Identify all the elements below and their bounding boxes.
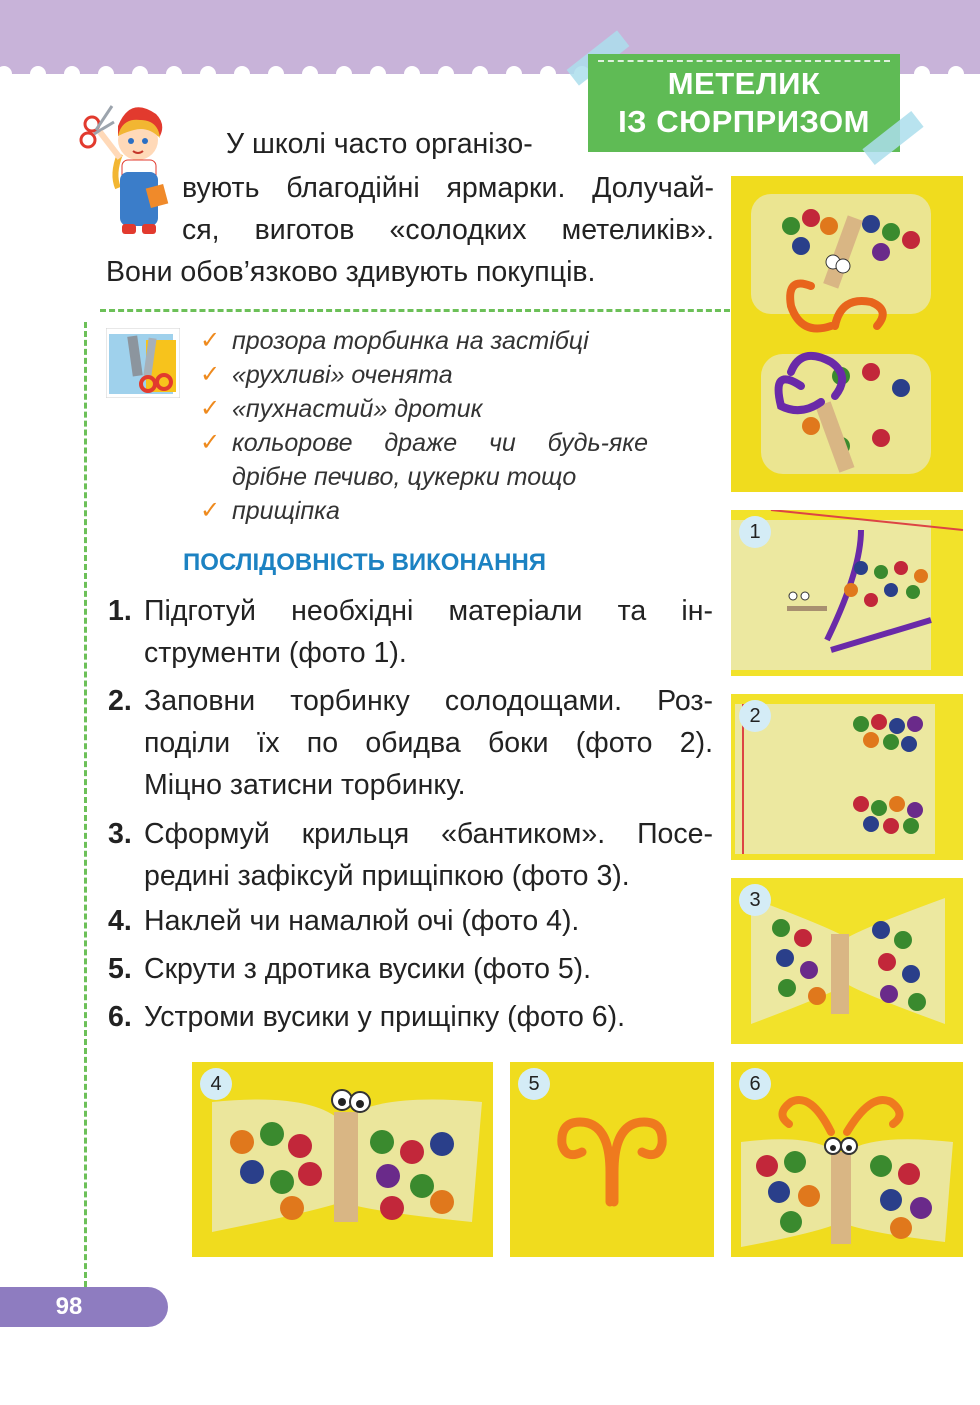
list-item-continuation: дрібне печиво, цукерки тощо — [232, 463, 577, 491]
step-photo-3 — [731, 878, 963, 1044]
list-item: ✓ кольорове драже чи будь-яке — [200, 426, 660, 460]
page-title — [588, 54, 900, 152]
photo-number-badge: 3 — [739, 884, 771, 916]
check-icon: ✓ — [200, 429, 221, 456]
intro-line-3: ся, виготов «солодких метеликів». — [182, 214, 714, 246]
step-photo-5 — [510, 1062, 714, 1257]
photo-number-badge: 4 — [200, 1068, 232, 1100]
step-5: 5. Скрути з дротика вусики (фото 5). — [108, 953, 592, 985]
list-item: ✓ «рухливі» оченята — [200, 358, 660, 392]
list-item: ✓ прищіпка — [200, 494, 660, 528]
tools-icon — [106, 328, 180, 398]
photo-number-badge: 1 — [739, 516, 771, 548]
dashed-border — [84, 322, 87, 1287]
photo-number-badge: 5 — [518, 1068, 550, 1100]
sequence-heading: ПОСЛІДОВНІСТЬ ВИКОНАННЯ — [183, 549, 547, 576]
photo-number-badge: 6 — [739, 1068, 771, 1100]
step-photo-2 — [731, 694, 963, 860]
step-1: 1. Підготуй необхідні матеріали та ін- струменти (фото 1). — [108, 595, 713, 669]
intro-line-2: вують благодійні ярмарки. Долучай- — [182, 172, 714, 204]
step-2: 2. Заповни торбинку солодощами. Роз- поділи їх по обидва боки (фото 2). Міцно затисни торбинку. — [108, 685, 713, 801]
materials-list — [200, 324, 660, 528]
step-photo-1 — [731, 510, 963, 676]
photo-number-badge: 2 — [739, 700, 771, 732]
girl-mascot-icon — [78, 96, 184, 246]
list-item: ✓ прозора торбинка на застібці — [200, 324, 660, 358]
check-icon: ✓ — [200, 327, 221, 354]
dashed-divider — [100, 309, 730, 312]
page-number: 98 — [0, 1287, 168, 1327]
step-3: 3. Сформуй крильця «бантиком». Посе- редині зафіксуй прищіпкою (фото 3). — [108, 818, 713, 892]
step-photo-6 — [731, 1062, 963, 1257]
step-6: 6. Устроми вусики у прищіпку (фото 6). — [108, 1001, 626, 1033]
intro-line-4: Вони обов’язково здивують покупців. — [106, 256, 596, 288]
title-line-2: ІЗ СЮРПРИЗОМ — [618, 104, 870, 139]
check-icon: ✓ — [200, 497, 221, 524]
check-icon: ✓ — [200, 395, 221, 422]
finished-butterflies-photo — [731, 176, 963, 492]
intro-line-1: У школі часто організо- — [226, 128, 533, 160]
step-4: 4. Наклей чи намалюй очі (фото 4). — [108, 905, 580, 937]
step-photo-4 — [192, 1062, 493, 1257]
check-icon: ✓ — [200, 361, 221, 388]
list-item: ✓ «пухнастий» дротик — [200, 392, 660, 426]
title-line-1: МЕТЕЛИК — [667, 66, 821, 101]
